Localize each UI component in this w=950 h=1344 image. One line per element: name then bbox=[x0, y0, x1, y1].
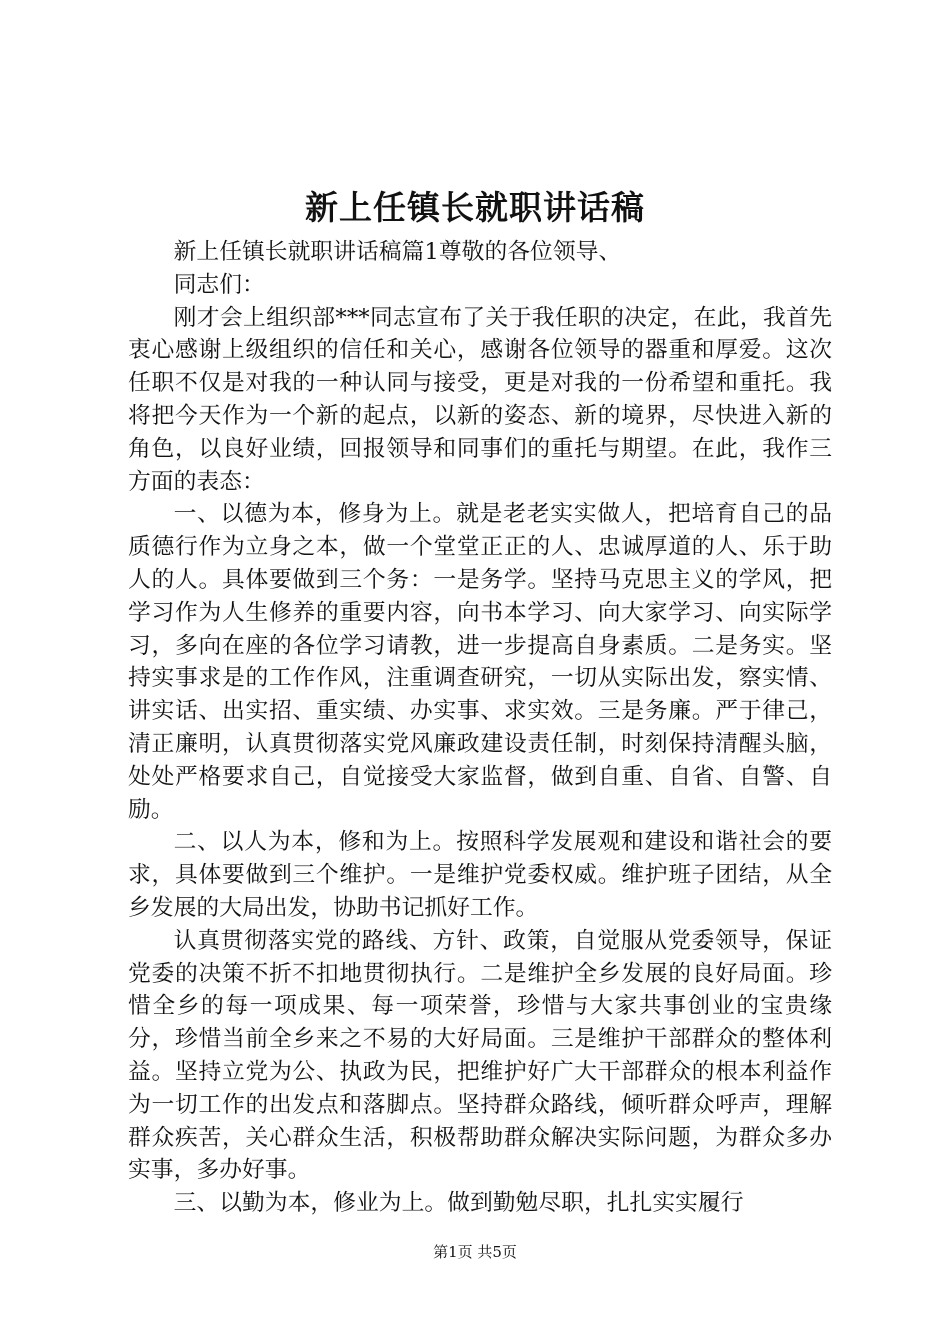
document-title: 新上任镇长就职讲话稿 bbox=[305, 188, 645, 227]
page-footer: 第1页 共5页 bbox=[433, 1243, 517, 1261]
paragraph-intro: 刚才会上组织部***同志宣布了关于我任职的决定，在此，我首先衷心感谢上级组织的信任和关心，感谢各位领导的器重和厚爱。这次任职不仅是对我的一种认同与接受，更是对我的一份希望和重托。我将把今天作为一个新的起点，以新的姿态、新的境界，尽快进入新的角色，以良好业绩，回报领导和同事们的重托与期望。在此，我作三方面的表态： bbox=[128, 304, 832, 495]
document-body bbox=[128, 236, 832, 1220]
paragraph-point-two-continued: 认真贯彻落实党的路线、方针、政策，自觉服从党委领导，保证党委的决策不折不扣地贯彻执行。二是维护全乡发展的良好局面。珍惜全乡的每一项成果、每一项荣誉，珍惜与大家共事创业的宝贵缘分，珍惜当前全乡来之不易的大好局面。三是维护干部群众的整体利益。坚持立党为公、执政为民，把维护好广大干部群众的根本利益作为一切工作的出发点和落脚点。坚持群众路线，倾听群众呼声，理解群众疾苦，关心群众生活，积极帮助群众解决实际问题，为群众多办实事，多办好事。 bbox=[128, 927, 832, 1184]
paragraph-point-one: 一、以德为本，修身为上。就是老老实实做人，把培育自己的品质德行作为立身之本，做一个堂堂正正的人、忠诚厚道的人、乐于助人的人。具体要做到三个务：一是务学。坚持马克思主义的学风，把学习作为人生修养的重要内容，向书本学习、向大家学习、向实际学习，多向在座的各位学习请教，进一步提高自身素质。二是务实。坚持实事求是的工作作风，注重调查研究，一切从实际出发，察实情、讲实话、出实招、重实绩、办实事、求实效。三是务廉。严于律己，清正廉明，认真贯彻落实党风廉政建设责任制，时刻保持清醒头脑，处处严格要求自己，自觉接受大家监督，做到自重、自省、自警、自励。 bbox=[128, 501, 832, 823]
paragraph-greeting: 新上任镇长就职讲话稿篇1尊敬的各位领导、 bbox=[173, 239, 622, 265]
paragraph-point-two: 二、以人为本，修和为上。按照科学发展观和建设和谐社会的要求，具体要做到三个维护。一是维护党委权威。维护班子团结，从全乡发展的大局出发，协助书记抓好工作。 bbox=[128, 829, 832, 921]
paragraph-point-three: 三、以勤为本，修业为上。做到勤勉尽职，扎扎实实履行 bbox=[173, 1190, 744, 1217]
paragraph-salutation: 同志们： bbox=[173, 271, 265, 298]
